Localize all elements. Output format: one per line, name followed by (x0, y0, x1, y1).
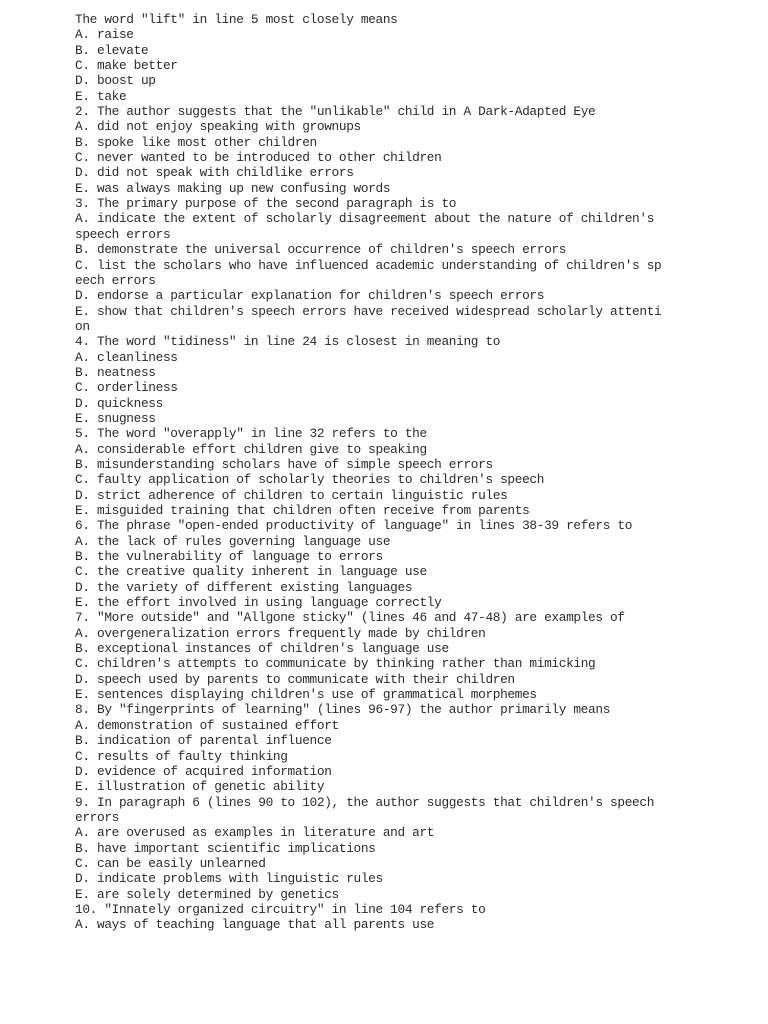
text-line: A. are overused as examples in literature and art (75, 825, 435, 841)
text-line: A. demonstration of sustained effort (75, 717, 339, 733)
text-line: B. exceptional instances of children's language use (75, 641, 449, 657)
text-line: A. ways of teaching language that all parents use (75, 917, 435, 933)
text-line: E. sentences displaying children's use of grammatical morphemes (75, 687, 537, 703)
text-line: B. spoke like most other children (75, 134, 317, 150)
text-line: D. strict adherence of children to certain linguistic rules (75, 487, 508, 503)
text-line: A. cleanliness (75, 349, 178, 365)
text-line: A. indicate the extent of scholarly disagreement about the nature of children's (75, 211, 655, 227)
text-line: B. elevate (75, 42, 149, 58)
text-line: The word "lift" in line 5 most closely means (75, 12, 398, 27)
text-line: D. did not speak with childlike errors (75, 165, 354, 181)
text-line: A. considerable effort children give to speaking (75, 441, 427, 457)
text-line: E. take (75, 88, 127, 104)
text-line: A. raise (75, 27, 134, 43)
text-line: 3. The primary purpose of the second paragraph is to (75, 196, 457, 212)
text-line: C. the creative quality inherent in language use (75, 564, 427, 580)
text-line: speech errors (75, 226, 171, 242)
text-line: A. overgeneralization errors frequently made by children (75, 625, 486, 641)
text-line: C. never wanted to be introduced to other children (75, 150, 442, 166)
text-line: 4. The word "tidiness" in line 24 is closest in meaning to (75, 334, 501, 350)
text-line: B. the vulnerability of language to errors (75, 549, 383, 565)
text-line: B. indication of parental influence (75, 733, 332, 749)
text-line: E. was always making up new confusing words (75, 180, 391, 196)
text-line: D. speech used by parents to communicate with their children (75, 671, 515, 687)
text-line: B. neatness (75, 364, 156, 380)
text-line: E. are solely determined by genetics (75, 886, 339, 902)
text-line: C. list the scholars who have influenced academic understanding of children's sp (75, 257, 662, 273)
text-line: C. make better (75, 58, 178, 74)
text-line: 9. In paragraph 6 (lines 90 to 102), the author suggests that children's speech (75, 794, 655, 810)
text-line: C. orderliness (75, 380, 178, 396)
text-line: D. evidence of acquired information (75, 763, 332, 779)
text-line: 6. The phrase "open-ended productivity of language" in lines 38-39 refers to (75, 518, 633, 534)
text-line: D. indicate problems with linguistic rules (75, 871, 383, 887)
text-line: E. snugness (75, 410, 156, 426)
text-line: 8. By "fingerprints of learning" (lines 96-97) the author primarily means (75, 702, 611, 718)
text-line: E. the effort involved in using language correctly (75, 595, 442, 611)
text-line: E. illustration of genetic ability (75, 779, 325, 795)
text-line: B. have important scientific implications (75, 840, 376, 856)
text-line: B. misunderstanding scholars have of simple speech errors (75, 456, 493, 472)
text-line: 7. "More outside" and "Allgone sticky" (lines 46 and 47-48) are examples of (75, 610, 625, 626)
text-line: D. the variety of different existing languages (75, 579, 413, 595)
text-line: B. demonstrate the universal occurrence of children's speech errors (75, 242, 567, 258)
text-line: A. did not enjoy speaking with grownups (75, 119, 361, 135)
text-line: errors (75, 809, 119, 825)
question-text-block (75, 12, 755, 933)
text-line: C. children's attempts to communicate by thinking rather than mimicking (75, 656, 596, 672)
text-line: C. can be easily unlearned (75, 855, 266, 871)
text-line: A. the lack of rules governing language use (75, 533, 391, 549)
text-line: 5. The word "overapply" in line 32 refers to the (75, 426, 427, 442)
text-line: eech errors (75, 272, 156, 288)
text-line: E. show that children's speech errors have received widespread scholarly attenti (75, 303, 662, 319)
text-line: C. faulty application of scholarly theories to children's speech (75, 472, 545, 488)
text-line: E. misguided training that children often receive from parents (75, 503, 530, 518)
text-line: D. boost up (75, 73, 156, 89)
text-line: D. quickness (75, 395, 163, 411)
text-line: 10. "Innately organized circuitry" in line 104 refers to (75, 901, 486, 917)
text-line: on (75, 318, 90, 334)
text-line: D. endorse a particular explanation for children's speech errors (75, 288, 545, 304)
text-line: C. results of faulty thinking (75, 748, 288, 764)
text-line: 2. The author suggests that the "unlikable" child in A Dark-Adapted Eye (75, 104, 596, 120)
